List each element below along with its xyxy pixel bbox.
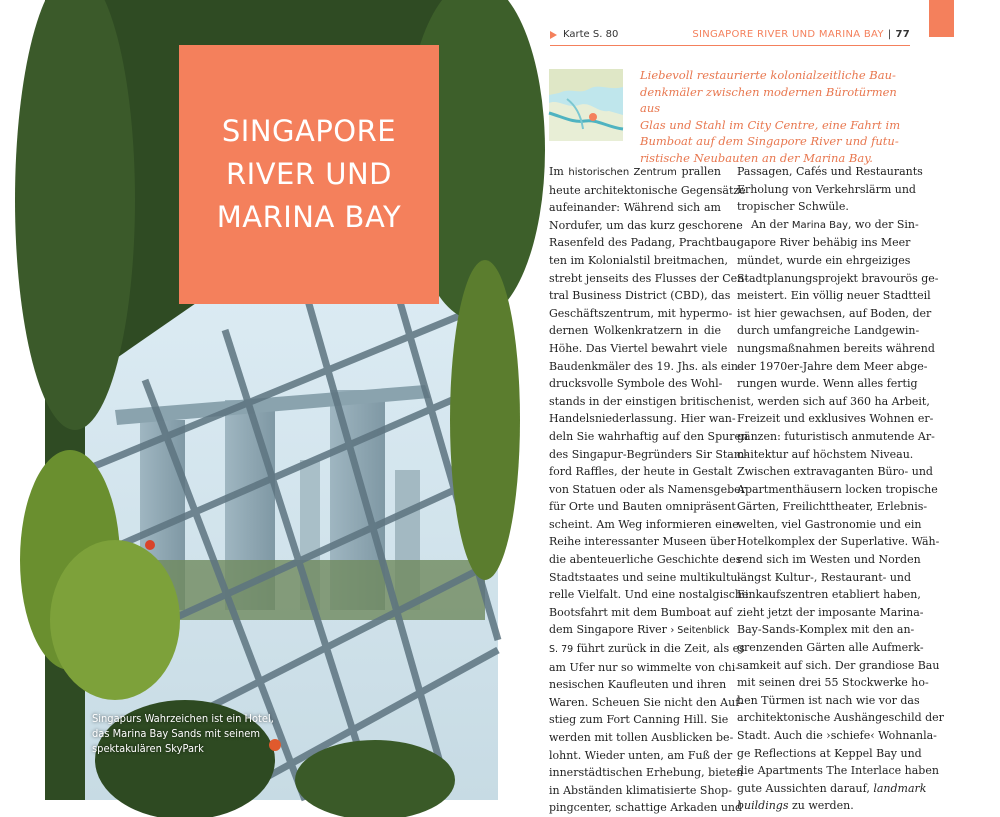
text-segment: mit seinen drei 55 Stockwerke ho- [737,676,929,690]
chapter-title-line: MARINA BAY [216,200,402,234]
text-line [549,551,742,569]
text-segment: zieht jetzt der imposante Marina- [737,605,924,619]
text-line [737,252,909,270]
text-segment: stieg zum Fort Canning Hill. Sie [549,713,729,727]
text-line [737,674,929,692]
text-line [737,692,920,710]
text-segment: Waren. Scheuen Sie nicht den Auf- [549,695,743,709]
text-segment: Erholung von Verkehrslärm und [737,182,916,196]
text-segment: welten, viel Gastronomie und ein [737,517,922,531]
text-segment: Bootsfahrt mit dem Bumboat auf [549,605,733,619]
text-line [549,463,733,481]
text-segment: Höhe. Das Viertel bewahrt viele [549,341,728,355]
map-reference-label: Karte S. 80 [563,29,619,40]
text-line [737,340,935,358]
text-line [737,586,921,604]
text-line [549,393,737,411]
text-line [737,446,914,464]
text-segment: stands in der einstigen britischen [549,394,737,408]
text-segment: Baudenkmäler des 19. Jhs. als ein- [549,359,742,373]
text-segment: Nordufer, um das kurz geschorene [549,218,743,232]
text-line [737,410,934,428]
text-line [737,163,923,181]
text-segment: Rasenfeld des Padang, Prachtbau- [549,236,741,250]
text-segment: Zwischen extravaganten Büro- und [737,465,933,479]
text-segment: , wo der Sin- [848,217,919,231]
text-segment: Passagen, Cafés und Restaurants [737,165,923,178]
text-line [549,586,749,604]
text-segment: Reihe interessanter Museen über [549,535,736,549]
text-line [549,694,743,712]
text-segment: samkeit auf sich. Der grandiose Bau [737,658,940,672]
text-segment: lohnt. Wieder unten, am Fuß der [549,748,733,762]
text-segment: deln Sie wahrhaftig auf den Spuren [549,429,749,443]
text-line [737,181,916,199]
intro-line: Glas und Stahl im City Centre, eine Fahrt im [640,117,901,132]
text-segment: dernen Wolkenkratzern in die [549,324,721,338]
text-segment: der 1970er-Jahre dem Meer abge- [737,359,928,373]
text-line [737,463,933,481]
text-line [737,762,939,780]
text-line [549,340,728,358]
intro-line: Liebevoll restaurierte kolonialzeitliche Bau- [640,68,896,82]
text-line [737,198,909,216]
text-segment: gute Aussichten darauf, [737,781,874,795]
text-line [549,621,730,640]
cross-reference-link[interactable]: S. 79 [549,644,574,656]
text-line [737,745,922,763]
text-segment: hen Türmen ist nach wie vor das [737,693,920,707]
text-line [737,428,935,446]
text-line [549,287,731,305]
text-line [737,639,924,657]
chapter-tab-marker [929,0,954,37]
text-line [737,216,919,235]
caption-line: das Marina Bay Sands mit seinem [92,727,261,740]
text-line [737,358,928,376]
keyword-highlight: historischen Zentrum [568,167,677,178]
text-segment: rungen wurde. Wenn alles fertig [737,377,918,391]
text-segment: meistert. Ein völlig neuer Stadtteil [737,289,931,303]
text-segment: gapore River behäbig ins Meer [737,236,911,250]
text-line [737,780,927,798]
text-line [549,234,741,252]
text-line [549,163,721,182]
text-line [549,358,742,376]
text-segment: die abenteuerliche Geschichte des [549,553,742,567]
district-map-thumbnail[interactable] [549,69,623,141]
cover-photo [45,0,498,800]
text-segment: durch umfangreiche Landgewin- [737,324,920,338]
text-line [549,729,734,747]
text-segment: relle Vielfalt. Und eine nostalgische [549,588,749,602]
text-segment: Stadt. Auch die ›schiefe‹ Wohnanla- [737,729,937,742]
text-segment: ford Raffles, der heute in Gestalt [549,465,733,479]
text-segment: Freizeit und exklusives Wohnen er- [737,412,934,426]
text-segment: tral Business District (CBD), das [549,289,731,303]
text-line [737,604,924,622]
text-segment: Im [549,165,569,178]
text-line [737,709,944,727]
caption-line: Singapurs Wahrzeichen ist ein Hotel, [92,712,274,725]
text-line [549,516,739,534]
text-segment: führt zurück in die Zeit, als es [573,642,745,656]
text-segment: Geschäftszentrum, mit hypermo- [549,306,733,320]
text-segment: Bay-Sands-Komplex mit den an- [737,623,915,637]
text-line [549,747,733,765]
caption-line: spektakulären SkyPark [92,742,204,755]
text-line [549,410,736,428]
text-line [549,799,743,817]
text-line [549,252,728,270]
text-segment: Einkaufszentren etabliert haben, [737,588,921,602]
italic-phrase: landmark [873,781,927,795]
text-line [549,322,721,340]
text-segment: pingcenter, schattige Arkaden und [549,801,743,815]
text-segment: Stadtplanungsprojekt bravourös ge- [737,271,939,285]
text-line [737,305,932,323]
chapter-title-line: SINGAPORE [221,114,397,148]
section-title: SINGAPORE RIVER UND MARINA BAY [692,29,884,40]
text-line [549,428,749,446]
chapter-title [217,110,402,239]
text-segment: nungsmaßnahmen bereits während [737,341,935,355]
text-segment: scheint. Am Weg informieren eine [549,517,739,531]
text-segment: architektonische Aushängeschild der [737,711,944,725]
text-line [737,481,938,499]
text-line [737,322,920,340]
text-line [737,551,921,569]
text-segment: grenzenden Gärten alle Aufmerk- [737,641,924,655]
intro-line: denkmäler zwischen modernen Bürotürmen aus [640,84,897,115]
text-line [549,533,736,551]
text-line [549,498,736,516]
text-line [549,659,739,677]
text-line [549,676,727,694]
page-number: 77 [895,29,910,40]
body-column-right [737,163,944,815]
text-line [549,199,721,217]
text-line [737,533,940,551]
text-segment: tropischer Schwüle. [737,200,849,214]
text-line [737,621,915,639]
cross-reference-link[interactable]: › Seitenblick [670,625,730,637]
text-line [549,446,749,464]
text-segment: Hotelkomplex der Superlative. Wäh- [737,535,940,549]
text-line [549,640,745,659]
chapter-title-box [179,45,439,304]
photo-caption [92,711,292,756]
text-segment: aufeinander: Während sich am [549,201,721,215]
text-line [737,270,939,288]
text-segment: strebt jenseits des Flusses der Cen- [549,271,748,285]
text-line [737,727,937,745]
text-segment: chitektur auf höchstem Niveau. [737,447,914,461]
header-separator: | [887,29,892,40]
text-line [737,393,930,411]
text-segment: von Statuen oder als Namensgeber [549,482,746,496]
running-header [550,27,910,46]
text-segment: drucksvolle Symbole des Wohl- [549,377,723,391]
text-line [737,657,940,675]
text-line [737,516,922,534]
text-line [549,182,746,200]
section-header [692,29,910,40]
text-segment: heute architektonische Gegensätze [549,183,746,197]
text-line [549,375,721,393]
text-segment: innerstädtischen Erhebung, bieten [549,766,744,780]
arrow-right-icon [550,31,557,39]
chapter-title-line: RIVER UND [226,157,392,191]
text-line [549,604,733,622]
intro-line: ristische Neubauten an der Marina Bay. [640,150,873,165]
text-segment: für Orte und Bauten omnipräsent [549,500,736,514]
intro-line: Bumboat auf dem Singapore River und futu- [640,134,899,148]
text-line [549,711,729,729]
text-segment: die Apartments The Interlace haben [737,764,939,778]
text-segment: Apartmenthäusern locken tropische [737,482,938,496]
text-line [737,375,918,393]
text-line [737,569,912,587]
text-line [549,569,742,587]
text-segment: ist, werden sich auf 360 ha Arbeit, [737,394,930,408]
text-line [549,782,732,800]
text-segment: am Ufer nur so wimmelte von chi- [549,660,739,674]
intro-teaser [640,67,910,166]
keyword-highlight: Marina Bay [791,219,849,231]
text-line [737,797,909,815]
text-segment: ge Reflections at Keppel Bay und [737,746,922,760]
text-line [737,498,928,516]
text-line [549,764,744,782]
body-column-left [549,163,749,817]
text-segment: werden mit tollen Ausblicken be- [549,731,734,744]
italic-phrase: buildings [737,799,789,813]
text-segment: Handelsniederlassung. Hier wan- [549,412,736,426]
text-segment: ten im Kolonialstil breitmachen, [549,253,728,267]
text-segment: dem Singapore River [549,623,671,637]
text-segment: Stadtstaates und seine multikultu- [549,570,742,584]
text-line [549,481,746,499]
map-reference-link[interactable] [550,29,618,40]
location-marker-icon [589,113,597,121]
text-segment: gänzen: futuristisch anmutende Ar- [737,429,935,443]
text-line [549,217,743,235]
text-segment: An der [751,217,792,231]
text-segment: des Singapur-Begründers Sir Stam- [549,447,749,461]
text-line [549,305,733,323]
text-segment: in Abständen klimatisierte Shop- [549,783,732,797]
text-segment: Gärten, Freilichttheater, Erlebnis- [737,500,928,514]
text-segment: prallen [676,165,721,178]
text-segment: mündet, wurde ein ehrgeiziges [737,253,911,267]
text-line [549,270,748,288]
text-segment: nesischen Kaufleuten und ihren [549,678,727,692]
text-segment: zu werden. [788,799,854,813]
text-line [737,234,909,252]
text-line [737,287,931,305]
text-segment: längst Kultur-, Restaurant- und [737,570,912,584]
text-segment: ist hier gewachsen, auf Boden, der [737,306,932,320]
text-segment: rend sich im Westen und Norden [737,553,921,567]
